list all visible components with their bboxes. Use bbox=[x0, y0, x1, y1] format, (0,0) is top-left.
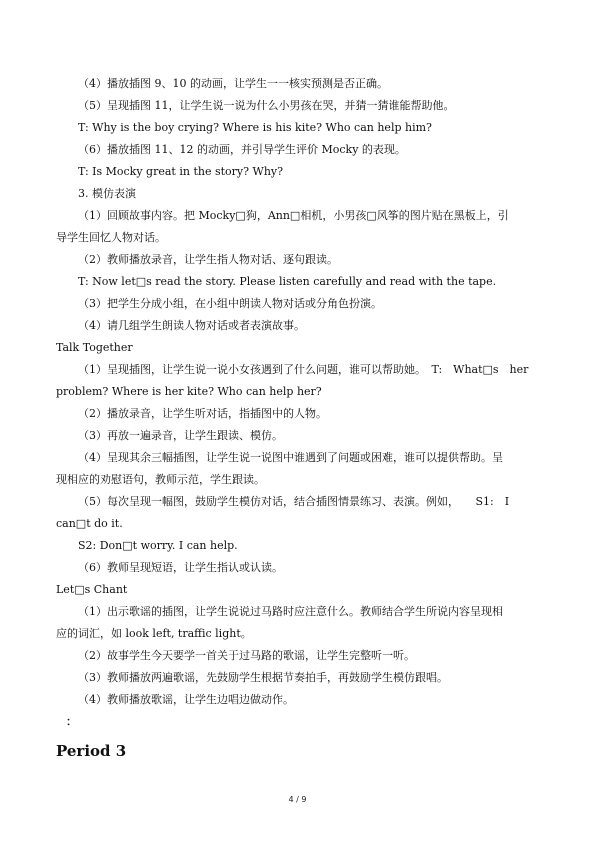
text-line: （3）教师播放两遍歌谣，先鼓励学生根据节奏拍手，再鼓励学生模仿跟唱。 bbox=[78, 671, 448, 684]
text-line: （1）出示歌谣的插图，让学生说说过马路时应注意什么。教师结合学生所说内容呈现相 bbox=[78, 605, 503, 618]
text-line: （5）呈现插图 11，让学生说一说为什么小男孩在哭，并猜一猜谁能帮助他。 bbox=[78, 99, 455, 112]
text-line: （4）请几组学生朗读人物对话或者表演故事。 bbox=[78, 319, 305, 332]
text-line: S2: Don□t worry. I can help. bbox=[78, 539, 238, 552]
section-heading-talk-together: Talk Together bbox=[56, 341, 133, 354]
text-line: （3）把学生分成小组，在小组中朗读人物对话或分角色扮演。 bbox=[78, 297, 382, 310]
text-line: （2）播放录音，让学生听对话，指插图中的人物。 bbox=[78, 407, 327, 420]
text-line: can□t do it. bbox=[56, 517, 123, 530]
text-line: （6）播放插图 11、12 的动画，并引导学生评价 Mocky 的表现。 bbox=[78, 143, 406, 156]
text-line: （5）每次呈现一幅图，鼓励学生模仿对话，结合插图情景练习、表演。例如， S1: I bbox=[78, 495, 510, 508]
section-heading-lets-chant: Let□s Chant bbox=[56, 583, 128, 596]
page-content bbox=[56, 73, 542, 763]
text-line: problem? Where is her kite? Who can help her? bbox=[56, 385, 322, 398]
text-line: 导学生回忆人物对话。 bbox=[56, 231, 166, 244]
text-line: （4）播放插图 9、10 的动画，让学生一一核实预测是否正确。 bbox=[78, 77, 388, 90]
text-line: （6）教师呈现短语，让学生指认或认读。 bbox=[78, 561, 283, 574]
text-line: 应的词汇，如 look left, traffic light。 bbox=[56, 627, 252, 640]
period-title: Period 3 bbox=[56, 742, 127, 760]
text-line: T: Is Mocky great in the story? Why? bbox=[78, 165, 284, 178]
text-line: （1）呈现插图，让学生说一说小女孩遇到了什么问题，谁可以帮助她。 T: What□s her bbox=[78, 363, 529, 376]
text-line: （4）教师播放歌谣，让学生边唱边做动作。 bbox=[78, 693, 294, 706]
section-heading: 3. 模仿表演 bbox=[78, 187, 136, 200]
text-line: ： bbox=[66, 715, 77, 728]
text-line: T: Why is the boy crying? Where is his kite? Who can help him? bbox=[78, 121, 432, 134]
text-line: （2）故事学生今天要学一首关于过马路的歌谣，让学生完整听一听。 bbox=[78, 649, 415, 662]
text-line: （2）教师播放录音，让学生指人物对话、逐句跟读。 bbox=[78, 253, 338, 266]
text-line: （4）呈现其余三幅插图，让学生说一说图中谁遇到了问题或困难，谁可以提供帮助。呈 bbox=[78, 451, 503, 464]
text-line: T: Now let□s read the story. Please listen carefully and read with the tape. bbox=[78, 275, 497, 288]
page-number: 4 / 9 bbox=[288, 795, 307, 804]
text-line: 现相应的劝慰语句，教师示范，学生跟读。 bbox=[56, 473, 265, 486]
text-line: （1）回顾故事内容。把 Mocky□狗，Ann□相机，小男孩□风筝的图片贴在黑板上，引 bbox=[78, 209, 509, 222]
text-line: （3）再放一遍录音，让学生跟读、模仿。 bbox=[78, 429, 283, 442]
